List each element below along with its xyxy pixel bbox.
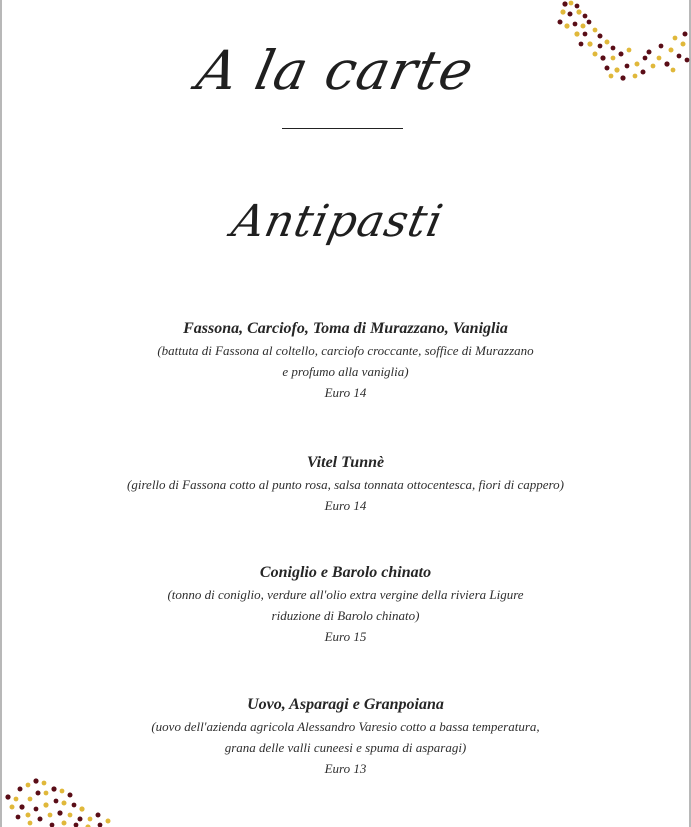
decorative-dot — [28, 797, 33, 802]
decorative-dot — [36, 791, 41, 796]
decorative-dot — [10, 805, 15, 810]
decorative-dot — [685, 58, 690, 63]
decorative-dot — [54, 799, 59, 804]
dish-description: e profumo alla vaniglia) — [282, 364, 409, 379]
decorative-dot — [34, 807, 39, 812]
decorative-dot — [106, 819, 111, 824]
decorative-dot — [68, 813, 73, 818]
decorative-dot — [78, 817, 83, 822]
dish-description: (battuta di Fassona al coltello, carciofo croccante, soffice di Murazzano — [157, 343, 534, 358]
decorative-dot — [568, 12, 573, 17]
menu-item — [0, 694, 691, 779]
decorative-dot — [50, 823, 55, 827]
dish-description: grana delle valli cuneesi e spuma di asparagi) — [224, 740, 467, 755]
decorative-dot — [44, 791, 49, 796]
dish-description: (girello di Fassona cotto al punto rosa, salsa tonnata ottocentesca, fiori di cappero) — [127, 477, 564, 492]
decorative-dot — [57, 810, 62, 815]
dish-description: (tonno di coniglio, verdure all'olio extra vergine della riviera Ligure — [167, 587, 524, 602]
dish-name: Fassona, Carciofo, Toma di Murazzano, Vaniglia — [183, 320, 508, 337]
decorative-dot — [593, 28, 598, 33]
decorative-dot — [26, 813, 31, 818]
decorative-dot — [42, 781, 47, 786]
dish-description: riduzione di Barolo chinato) — [271, 608, 420, 623]
dish-name: Uovo, Asparagi e Granpoiana — [247, 696, 444, 713]
dish-name: Vitel Tunnè — [306, 454, 385, 471]
decorative-dot — [38, 817, 43, 822]
decorative-dot — [51, 786, 56, 791]
decorative-dot — [564, 23, 569, 28]
decorative-dot — [560, 9, 565, 14]
decorative-dot — [26, 783, 31, 788]
decorative-dot — [88, 817, 93, 822]
decorative-dot — [16, 815, 21, 820]
decorative-dot — [74, 823, 79, 827]
decorative-dot — [28, 821, 33, 826]
decorative-dot — [79, 806, 84, 811]
decorative-dot — [573, 22, 578, 27]
decorative-dot — [581, 24, 586, 29]
decorative-dot — [14, 797, 19, 802]
dish-price: Euro 14 — [324, 385, 367, 400]
decorative-dot — [48, 813, 53, 818]
decorative-dots-bottom-left — [0, 775, 120, 827]
decorative-dot — [98, 823, 103, 827]
decorative-dot — [19, 804, 24, 809]
decorative-dot — [96, 813, 101, 818]
decorative-dot — [72, 803, 77, 808]
section-title-antipasti: Antipasti — [227, 196, 448, 247]
decorative-dot — [33, 778, 38, 783]
decorative-dot — [5, 794, 10, 799]
decorative-dot — [583, 14, 588, 19]
menu-item — [0, 562, 691, 647]
decorative-dot — [60, 789, 65, 794]
dish-name: Coniglio e Barolo chinato — [259, 564, 432, 581]
decorative-dot — [575, 4, 580, 9]
decorative-dot — [62, 801, 67, 806]
dish-price: Euro 14 — [324, 498, 367, 513]
menu-item — [0, 318, 691, 403]
dish-price: Euro 13 — [324, 761, 367, 776]
decorative-dot — [569, 1, 574, 6]
menu-item — [0, 452, 691, 516]
decorative-dot — [562, 1, 567, 6]
decorative-dot — [558, 20, 563, 25]
decorative-dot — [18, 787, 23, 792]
dish-price: Euro 15 — [324, 629, 367, 644]
title-divider — [282, 128, 403, 129]
menu-title: A la carte — [191, 39, 480, 102]
decorative-dot — [587, 20, 592, 25]
decorative-dot — [62, 821, 67, 826]
decorative-dot — [43, 802, 48, 807]
dish-description: (uovo dell'azienda agricola Alessandro Varesio cotto a bassa temperatura, — [151, 719, 540, 734]
decorative-dot — [576, 9, 581, 14]
decorative-dot — [68, 793, 73, 798]
